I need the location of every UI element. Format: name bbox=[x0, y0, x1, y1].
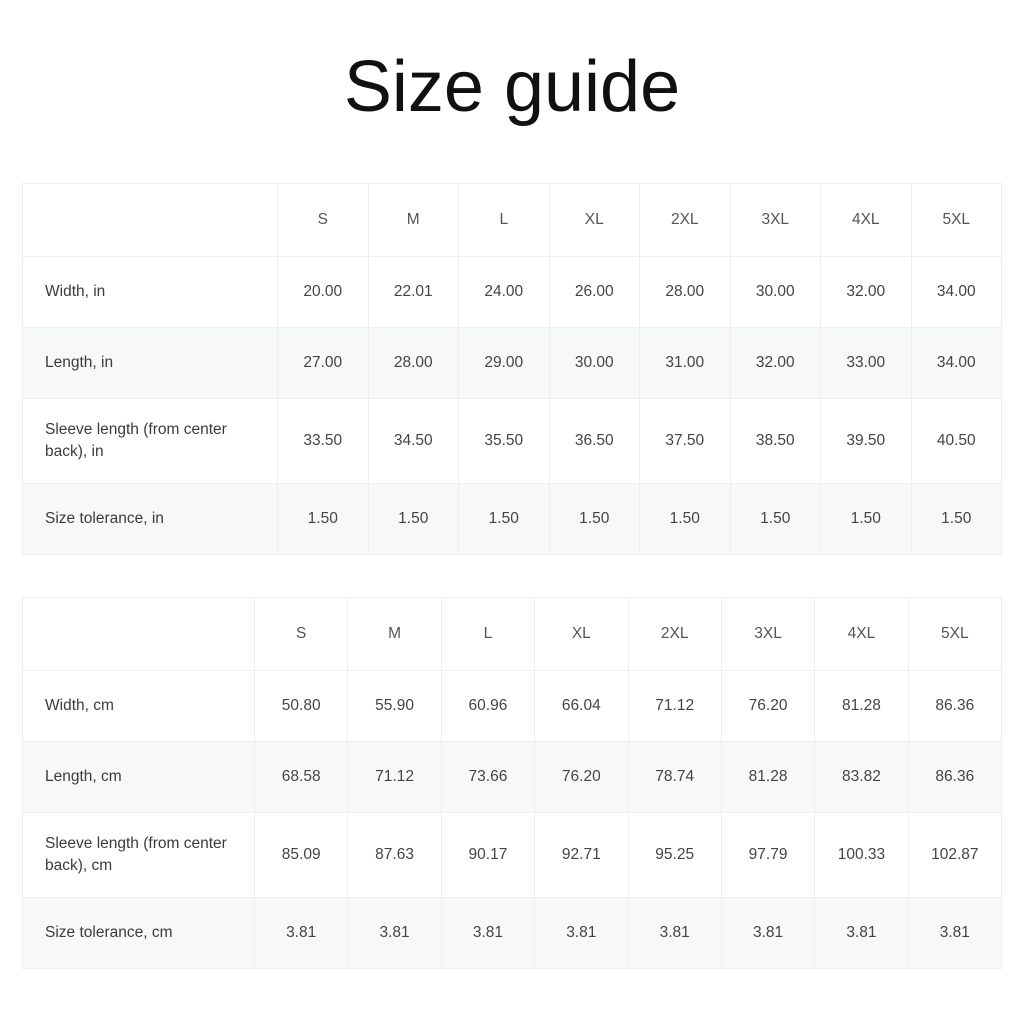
cell-tolerance-in-s: 1.50 bbox=[278, 484, 369, 555]
cell-tolerance-in-3xl: 1.50 bbox=[730, 484, 821, 555]
cell-tolerance-in-2xl: 1.50 bbox=[640, 484, 731, 555]
cell-tolerance-cm-2xl: 3.81 bbox=[628, 898, 721, 969]
table-row bbox=[23, 257, 1002, 328]
table-header-centimeters bbox=[23, 598, 1002, 671]
cell-width-cm-2xl: 71.12 bbox=[628, 671, 721, 742]
row-label-tolerance-in: Size tolerance, in bbox=[23, 484, 278, 555]
cell-sleeve-cm-3xl: 97.79 bbox=[721, 813, 814, 898]
cell-tolerance-cm-l: 3.81 bbox=[441, 898, 534, 969]
cell-sleeve-cm-5xl: 102.87 bbox=[908, 813, 1001, 898]
cell-width-cm-m: 55.90 bbox=[348, 671, 441, 742]
cell-width-in-2xl: 28.00 bbox=[640, 257, 731, 328]
cell-tolerance-in-m: 1.50 bbox=[368, 484, 459, 555]
cell-tolerance-cm-4xl: 3.81 bbox=[815, 898, 908, 969]
cell-length-cm-m: 71.12 bbox=[348, 742, 441, 813]
cell-tolerance-cm-xl: 3.81 bbox=[535, 898, 628, 969]
column-header-xl: XL bbox=[549, 184, 640, 257]
cell-length-cm-xl: 76.20 bbox=[535, 742, 628, 813]
cell-sleeve-in-3xl: 38.50 bbox=[730, 399, 821, 484]
cell-tolerance-in-l: 1.50 bbox=[459, 484, 550, 555]
column-header-2xl: 2XL bbox=[628, 598, 721, 671]
cell-sleeve-in-m: 34.50 bbox=[368, 399, 459, 484]
cell-length-in-s: 27.00 bbox=[278, 328, 369, 399]
size-table-centimeters bbox=[22, 597, 1002, 969]
page-title: Size guide bbox=[343, 47, 681, 127]
cell-length-cm-l: 73.66 bbox=[441, 742, 534, 813]
column-header-5xl: 5XL bbox=[908, 598, 1001, 671]
column-header-3xl: 3XL bbox=[730, 184, 821, 257]
table-body-inches bbox=[23, 257, 1002, 555]
cell-length-cm-4xl: 83.82 bbox=[815, 742, 908, 813]
cell-length-cm-2xl: 78.74 bbox=[628, 742, 721, 813]
table-row bbox=[23, 671, 1002, 742]
cell-tolerance-cm-3xl: 3.81 bbox=[721, 898, 814, 969]
cell-sleeve-cm-m: 87.63 bbox=[348, 813, 441, 898]
column-header-l: L bbox=[441, 598, 534, 671]
cell-width-in-l: 24.00 bbox=[459, 257, 550, 328]
cell-sleeve-in-2xl: 37.50 bbox=[640, 399, 731, 484]
cell-tolerance-cm-m: 3.81 bbox=[348, 898, 441, 969]
cell-length-in-m: 28.00 bbox=[368, 328, 459, 399]
table-header-inches bbox=[23, 184, 1002, 257]
cell-width-cm-l: 60.96 bbox=[441, 671, 534, 742]
column-header-4xl: 4XL bbox=[815, 598, 908, 671]
size-table-inches-wrapper bbox=[22, 183, 1002, 555]
cell-length-in-l: 29.00 bbox=[459, 328, 550, 399]
cell-tolerance-in-xl: 1.50 bbox=[549, 484, 640, 555]
cell-tolerance-cm-s: 3.81 bbox=[255, 898, 348, 969]
column-header-2xl: 2XL bbox=[640, 184, 731, 257]
table-corner-cell bbox=[23, 184, 278, 257]
size-table-centimeters-wrapper bbox=[22, 597, 1002, 969]
table-row bbox=[23, 742, 1002, 813]
table-row bbox=[23, 898, 1002, 969]
cell-length-in-4xl: 33.00 bbox=[821, 328, 912, 399]
cell-tolerance-in-5xl: 1.50 bbox=[911, 484, 1002, 555]
cell-sleeve-cm-4xl: 100.33 bbox=[815, 813, 908, 898]
cell-tolerance-in-4xl: 1.50 bbox=[821, 484, 912, 555]
table-row bbox=[23, 328, 1002, 399]
column-header-m: M bbox=[368, 184, 459, 257]
cell-sleeve-in-s: 33.50 bbox=[278, 399, 369, 484]
cell-length-in-5xl: 34.00 bbox=[911, 328, 1002, 399]
cell-length-in-2xl: 31.00 bbox=[640, 328, 731, 399]
row-label-length-in: Length, in bbox=[23, 328, 278, 399]
row-label-sleeve-cm: Sleeve length (from center back), cm bbox=[23, 813, 255, 898]
size-table-inches bbox=[22, 183, 1002, 555]
cell-sleeve-in-4xl: 39.50 bbox=[821, 399, 912, 484]
column-header-l: L bbox=[459, 184, 550, 257]
cell-width-in-xl: 26.00 bbox=[549, 257, 640, 328]
cell-tolerance-cm-5xl: 3.81 bbox=[908, 898, 1001, 969]
cell-width-cm-s: 50.80 bbox=[255, 671, 348, 742]
cell-width-in-s: 20.00 bbox=[278, 257, 369, 328]
table-header-row bbox=[23, 598, 1002, 671]
cell-sleeve-cm-xl: 92.71 bbox=[535, 813, 628, 898]
table-header-row bbox=[23, 184, 1002, 257]
table-row bbox=[23, 484, 1002, 555]
row-label-length-cm: Length, cm bbox=[23, 742, 255, 813]
table-row bbox=[23, 813, 1002, 898]
row-label-tolerance-cm: Size tolerance, cm bbox=[23, 898, 255, 969]
cell-length-cm-s: 68.58 bbox=[255, 742, 348, 813]
cell-length-cm-5xl: 86.36 bbox=[908, 742, 1001, 813]
cell-width-cm-5xl: 86.36 bbox=[908, 671, 1001, 742]
cell-sleeve-cm-l: 90.17 bbox=[441, 813, 534, 898]
cell-sleeve-cm-s: 85.09 bbox=[255, 813, 348, 898]
cell-length-cm-3xl: 81.28 bbox=[721, 742, 814, 813]
cell-width-cm-xl: 66.04 bbox=[535, 671, 628, 742]
column-header-m: M bbox=[348, 598, 441, 671]
cell-width-cm-4xl: 81.28 bbox=[815, 671, 908, 742]
cell-sleeve-in-5xl: 40.50 bbox=[911, 399, 1002, 484]
table-row bbox=[23, 399, 1002, 484]
cell-width-in-5xl: 34.00 bbox=[911, 257, 1002, 328]
column-header-xl: XL bbox=[535, 598, 628, 671]
cell-width-cm-3xl: 76.20 bbox=[721, 671, 814, 742]
column-header-5xl: 5XL bbox=[911, 184, 1002, 257]
cell-width-in-4xl: 32.00 bbox=[821, 257, 912, 328]
cell-sleeve-in-l: 35.50 bbox=[459, 399, 550, 484]
cell-sleeve-in-xl: 36.50 bbox=[549, 399, 640, 484]
cell-length-in-xl: 30.00 bbox=[549, 328, 640, 399]
row-label-width-in: Width, in bbox=[23, 257, 278, 328]
column-header-s: S bbox=[278, 184, 369, 257]
table-body-centimeters bbox=[23, 671, 1002, 969]
row-label-width-cm: Width, cm bbox=[23, 671, 255, 742]
table-corner-cell bbox=[23, 598, 255, 671]
cell-sleeve-cm-2xl: 95.25 bbox=[628, 813, 721, 898]
column-header-4xl: 4XL bbox=[821, 184, 912, 257]
cell-width-in-3xl: 30.00 bbox=[730, 257, 821, 328]
column-header-s: S bbox=[255, 598, 348, 671]
column-header-3xl: 3XL bbox=[721, 598, 814, 671]
row-label-sleeve-in: Sleeve length (from center back), in bbox=[23, 399, 278, 484]
cell-width-in-m: 22.01 bbox=[368, 257, 459, 328]
cell-length-in-3xl: 32.00 bbox=[730, 328, 821, 399]
